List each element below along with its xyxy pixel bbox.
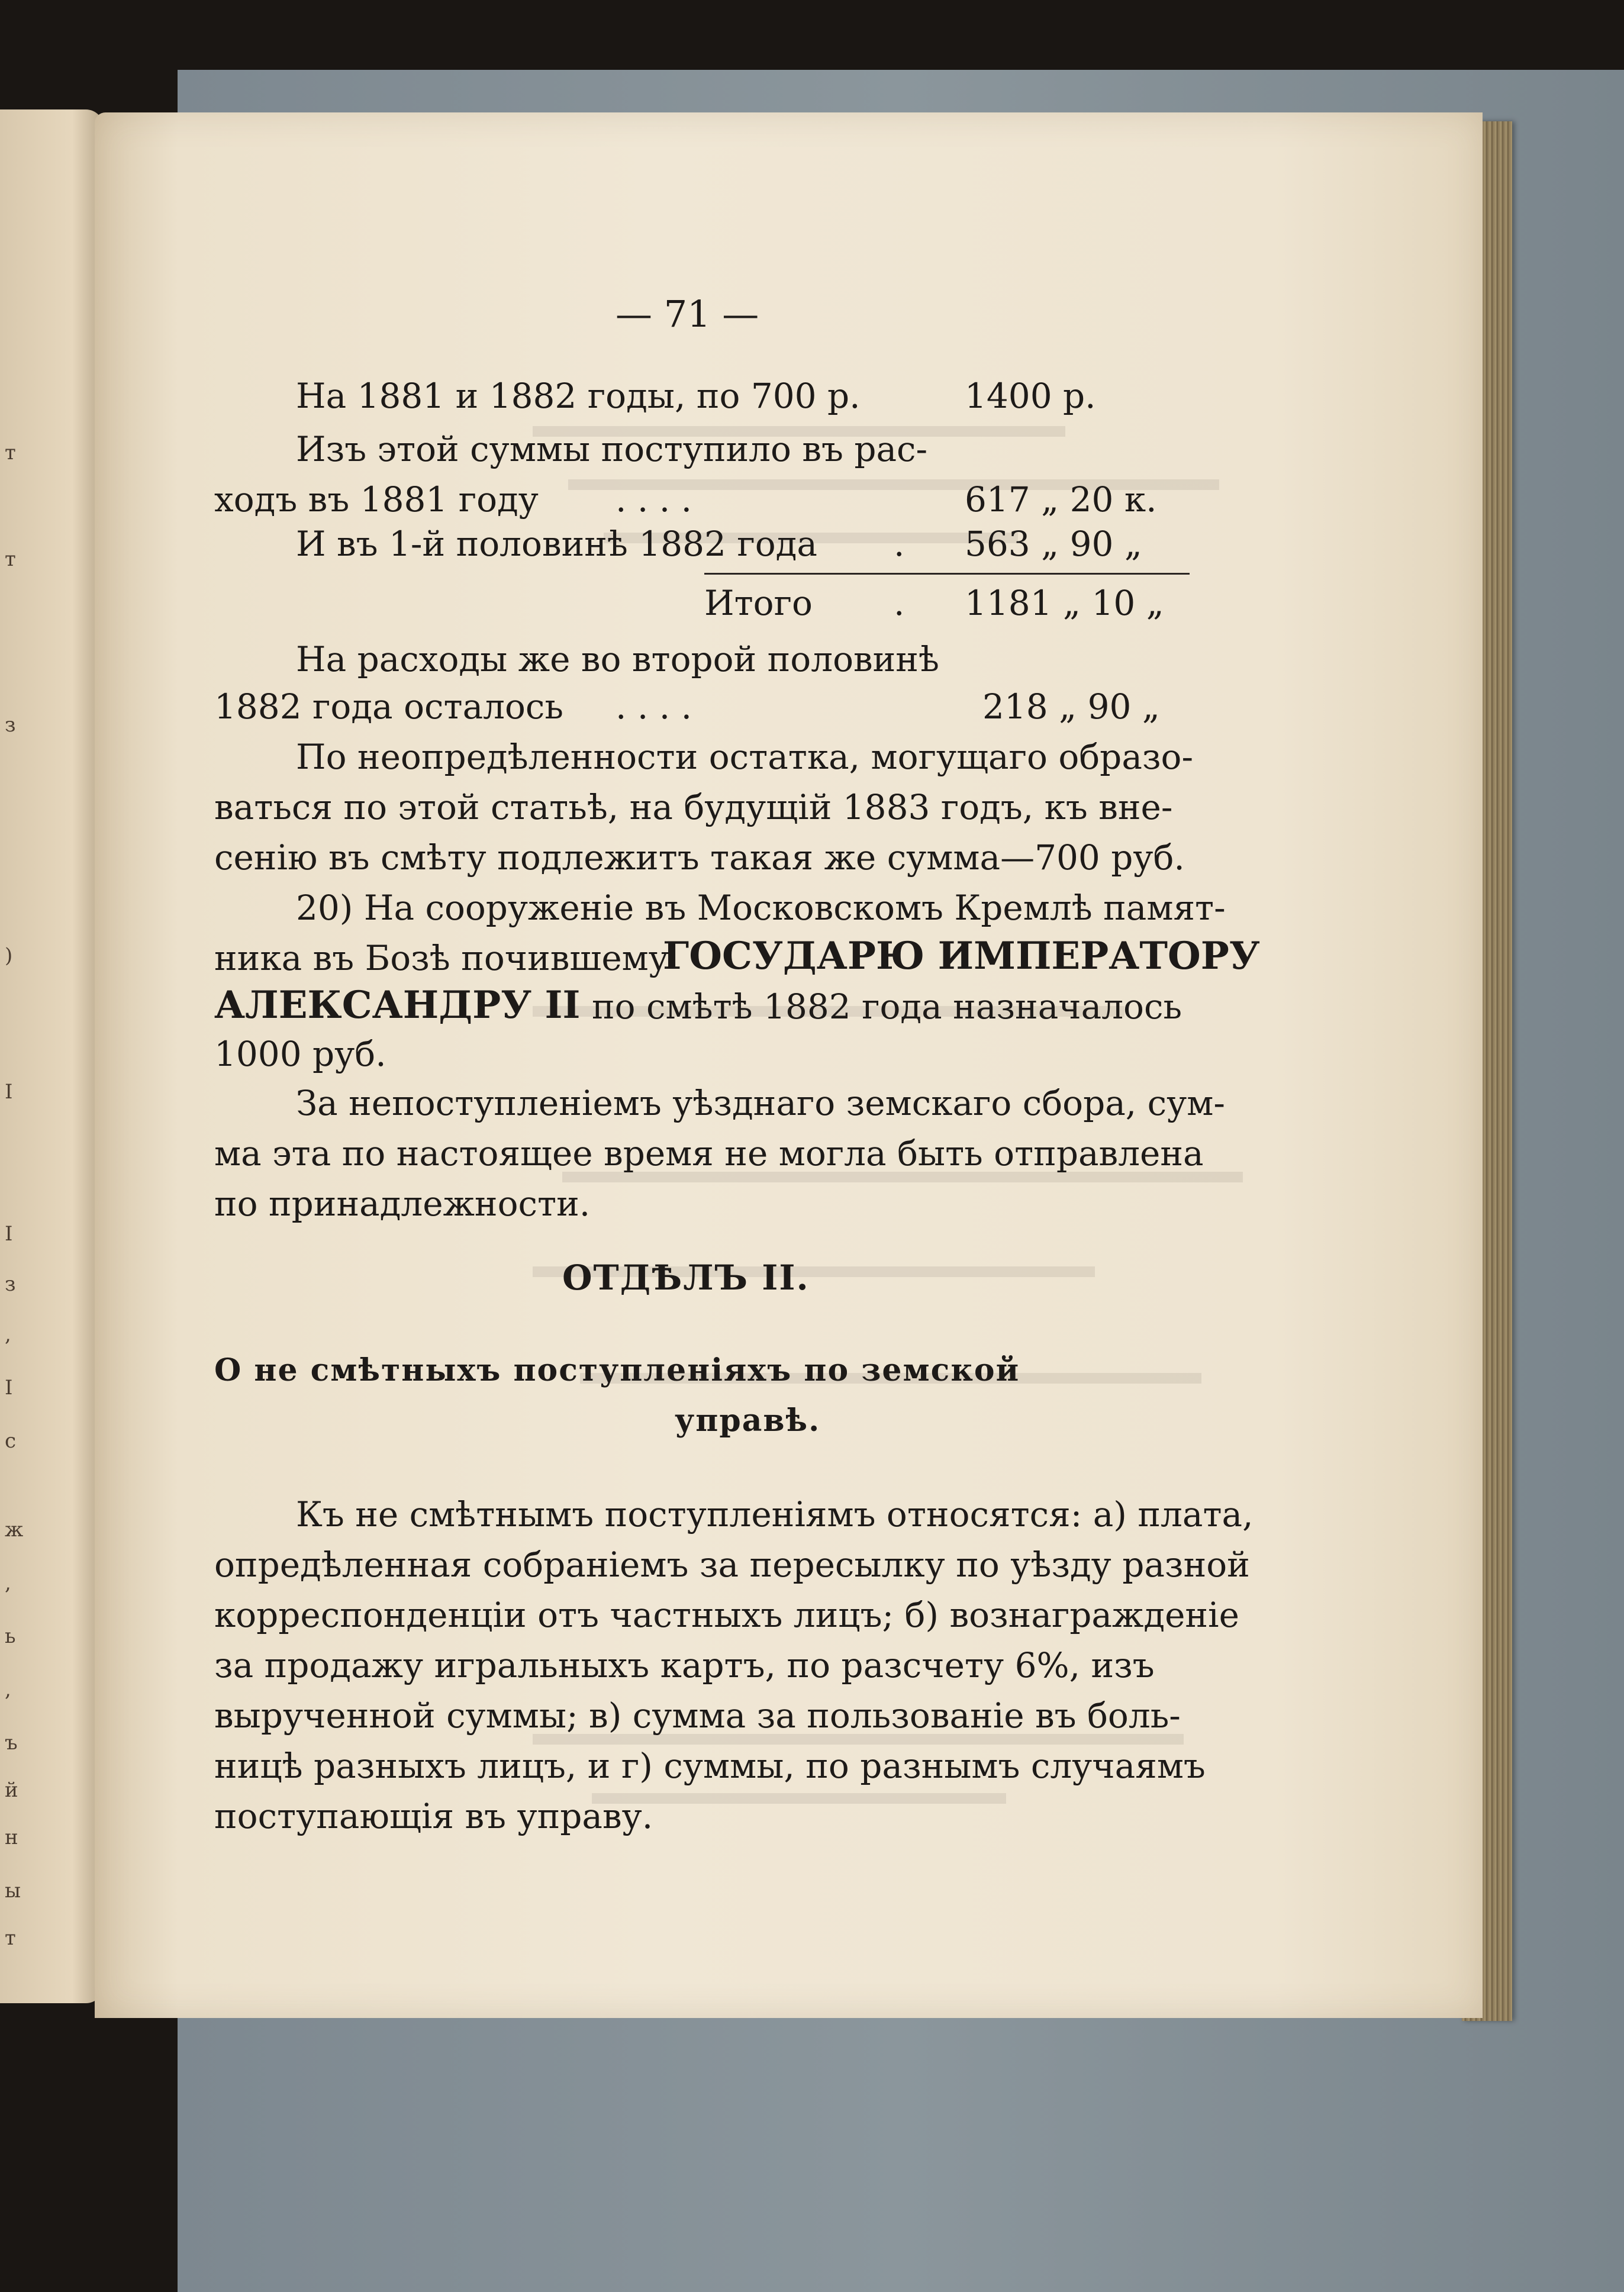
- line-remaining-text: На расходы же во второй половинѣ: [296, 639, 939, 679]
- para-receipts-line: ницѣ разныхъ лицъ, и г) суммы, по разнымъ случаямъ: [214, 1746, 1206, 1786]
- left-page-fragment: с: [5, 1429, 17, 1453]
- left-page-fragment: ,: [5, 1323, 11, 1346]
- left-page-fragment: н: [5, 1826, 18, 1849]
- para-monument-line: по смѣтѣ 1882 года назначалось: [592, 987, 1182, 1027]
- para-nonreceipt-line: по принадлежности.: [214, 1184, 591, 1224]
- para-monument-line: 1000 руб.: [214, 1034, 386, 1074]
- line-total-label: Итого: [704, 583, 813, 623]
- line-total-dots: .: [894, 583, 905, 623]
- left-page-fragment: й: [5, 1778, 18, 1802]
- line-received-text: Изъ этой суммы поступило въ рас-: [296, 429, 928, 469]
- para-uncertainty-line: ваться по этой статьѣ, на будущій 1883 годъ, къ вне-: [214, 787, 1173, 827]
- left-page-fragment: I: [5, 1222, 13, 1246]
- line-budget-label: На 1881 и 1882 годы, по 700 р.: [296, 376, 861, 416]
- para-receipts-line: поступающія въ управу.: [214, 1796, 653, 1836]
- line-budget-amount: 1400 р.: [965, 376, 1096, 416]
- left-page-fragment: з: [5, 1272, 16, 1296]
- line-total-amount: 1181 „ 10 „: [965, 583, 1164, 623]
- line-1881-amount: 617 „ 20 к.: [965, 479, 1157, 520]
- page-number: — 71 —: [616, 292, 759, 336]
- left-page-fragment: I: [5, 1376, 13, 1400]
- section-subtitle: О не смѣтныхъ поступленіяхъ по земской: [214, 1352, 1020, 1388]
- sum-rule: [704, 573, 1190, 575]
- para-monument-line: ника въ Бозѣ почившему: [214, 938, 669, 978]
- left-page-fragment: т: [5, 547, 16, 571]
- left-page-fragment: з: [5, 713, 16, 737]
- left-page-fragment: ж: [5, 1518, 24, 1542]
- para-receipts-line: вырученной суммы; в) сумма за пользованіе въ боль-: [214, 1695, 1181, 1736]
- para-receipts-line: опредѣленная собраніемъ за пересылку по уѣзду разной: [214, 1545, 1250, 1585]
- para-receipts-line: корреспонденціи отъ частныхъ лицъ; б) вознагражденіе: [214, 1595, 1239, 1635]
- para-receipts-line: Къ не смѣтнымъ поступленіямъ относятся: а) плата,: [296, 1494, 1254, 1535]
- left-page-fragment: ь: [5, 1624, 16, 1648]
- left-page-fragment: т: [5, 441, 16, 465]
- line-1882-label: И въ 1-й половинѣ 1882 года: [296, 524, 817, 564]
- left-page-fragment: ): [5, 944, 13, 968]
- left-page-fragment: ы: [5, 1879, 21, 1903]
- line-1881-dots: . . . .: [616, 479, 692, 520]
- left-page-fragment: I: [5, 1080, 13, 1104]
- line-remaining-amount: 218 „ 90 „: [982, 686, 1160, 727]
- para-receipts-line: за продажу игральныхъ картъ, по разсчету 6%, изъ: [214, 1645, 1155, 1685]
- para-uncertainty-line: сенію въ смѣту подлежитъ такая же сумма—700 руб.: [214, 837, 1185, 878]
- left-page-fragment: ,: [5, 1571, 11, 1595]
- line-1881-label: ходъ въ 1881 году: [214, 479, 539, 520]
- left-page-edge: [0, 109, 104, 2003]
- para-monument-emphasis: ГОСУДАРЮ ИМПЕРАТОРУ: [663, 934, 1260, 978]
- left-page-fragment: ъ: [5, 1731, 18, 1755]
- line-1882-dots: .: [894, 524, 905, 564]
- line-1882-amount: 563 „ 90 „: [965, 524, 1142, 564]
- para-uncertainty-line: По неопредѣленности остатка, могущаго образо-: [296, 737, 1194, 777]
- section-heading: ОТДѢЛЪ II.: [562, 1258, 810, 1298]
- left-page-fragment: ,: [5, 1678, 11, 1701]
- para-nonreceipt-line: За непоступленіемъ уѣзднаго земскаго сбора, сум-: [296, 1083, 1225, 1123]
- line-remaining-dots: . . . .: [616, 686, 692, 727]
- para-nonreceipt-line: ма эта по настоящее время не могла быть отправлена: [214, 1133, 1204, 1174]
- left-page-fragment: т: [5, 1926, 16, 1950]
- line-remaining-label: 1882 года осталось: [214, 686, 563, 727]
- para-monument-emphasis: АЛЕКСАНДРУ II: [214, 983, 581, 1027]
- section-subtitle: управѣ.: [675, 1403, 821, 1439]
- para-monument-line: 20) На сооруженіе въ Московскомъ Кремлѣ памят-: [296, 888, 1226, 928]
